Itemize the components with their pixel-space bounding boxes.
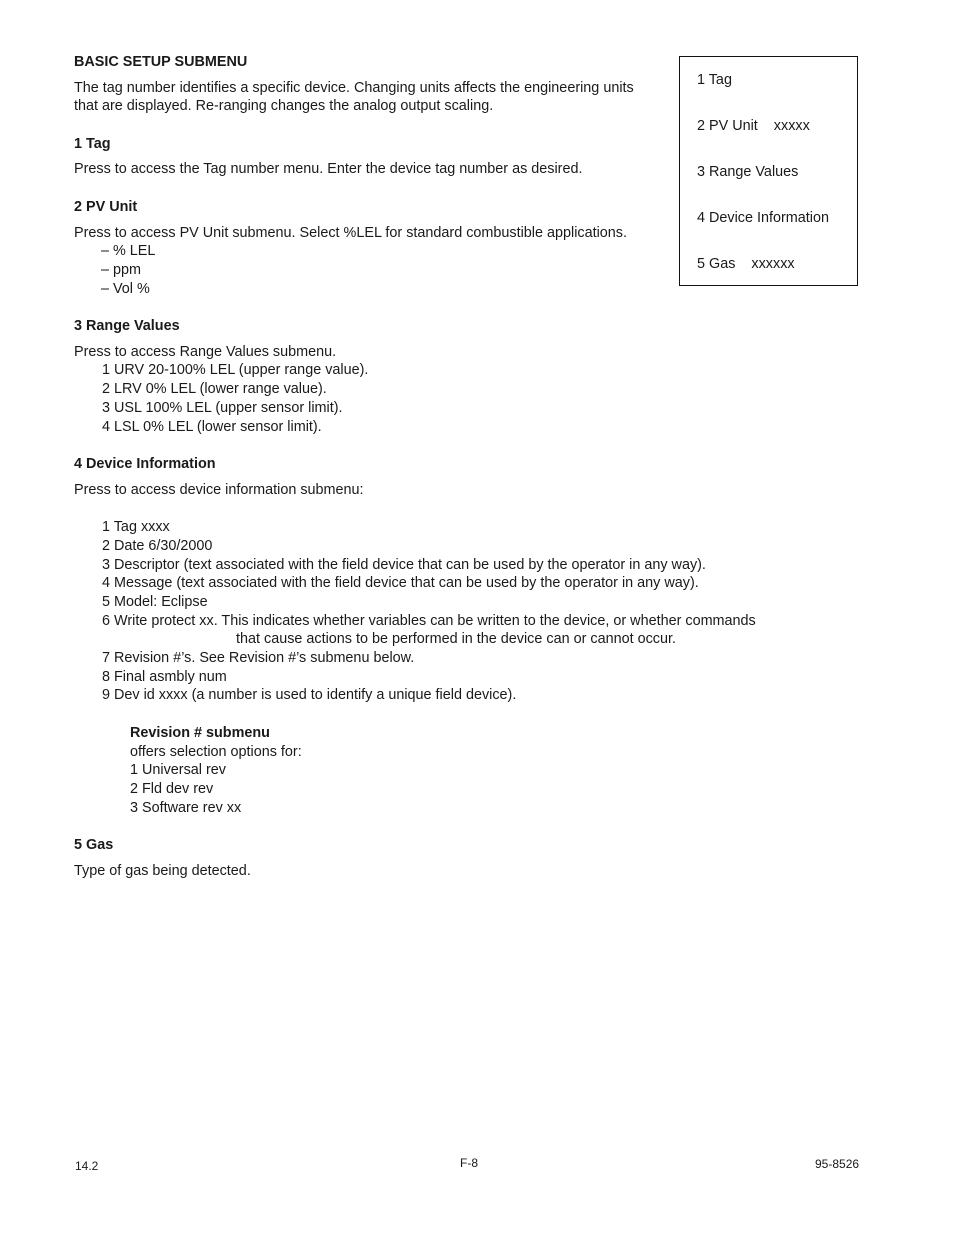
range-values-item: 1 URV 20-100% LEL (upper range value). — [102, 362, 369, 378]
device-info-item: 6 Write protect xx. This indicates whether variables can be written to the device, or whether commands — [102, 613, 756, 629]
menu-item-gas-value: xxxxxx — [751, 256, 795, 272]
revision-item: 3 Software rev xx — [130, 800, 242, 816]
pv-unit-text: Press to access PV Unit submenu. Select %LEL for standard combustible applications. — [74, 225, 627, 241]
menu-box — [679, 56, 858, 286]
device-info-item: 8 Final asmbly num — [102, 669, 227, 685]
intro-line-1: The tag number identifies a specific device. Changing units affects the engineering units — [74, 80, 634, 96]
device-info-item: 1 Tag xxxx — [102, 519, 170, 535]
footer-revision: 14.2 — [75, 1159, 99, 1173]
device-info-item: 9 Dev id xxxx (a number is used to identify a unique field device). — [102, 687, 517, 703]
range-values-item: 4 LSL 0% LEL (lower sensor limit). — [102, 419, 322, 435]
menu-item-range-values: 3 Range Values — [697, 164, 799, 180]
menu-item-gas: 5 Gas xxxxxx — [697, 256, 795, 272]
range-values-text: Press to access Range Values submenu. — [74, 344, 337, 360]
pv-unit-heading: 2 PV Unit — [74, 199, 138, 215]
pv-unit-option: – % LEL — [101, 243, 156, 259]
menu-item-pv-unit-value: xxxxx — [773, 118, 810, 134]
revision-item: 2 Fld dev rev — [130, 781, 214, 797]
tag-text: Press to access the Tag number menu. Enter the device tag number as desired. — [74, 161, 583, 177]
section-title: BASIC SETUP SUBMENU — [74, 54, 248, 70]
device-info-item: 5 Model: Eclipse — [102, 594, 208, 610]
range-values-heading: 3 Range Values — [74, 318, 180, 334]
device-info-item-continuation: that cause actions to be performed in the device can or cannot occur. — [236, 631, 676, 647]
device-info-item: 4 Message (text associated with the field device that can be used by the operator in any way). — [102, 575, 699, 591]
footer-document-number: 95-8526 — [815, 1157, 860, 1171]
pv-unit-option: – ppm — [101, 262, 141, 278]
range-values-item: 2 LRV 0% LEL (lower range value). — [102, 381, 327, 397]
device-info-heading: 4 Device Information — [74, 456, 216, 472]
menu-item-device-information: 4 Device Information — [697, 210, 829, 226]
menu-item-tag: 1 Tag — [697, 72, 732, 88]
range-values-item: 3 USL 100% LEL (upper sensor limit). — [102, 400, 343, 416]
pv-unit-option: – Vol % — [101, 281, 150, 297]
tag-heading: 1 Tag — [74, 136, 111, 152]
gas-heading: 5 Gas — [74, 837, 114, 853]
device-info-text: Press to access device information submenu: — [74, 482, 364, 498]
device-info-item: 7 Revision #’s. See Revision #’s submenu below. — [102, 650, 415, 666]
revision-heading: Revision # submenu — [130, 725, 270, 741]
device-info-item: 3 Descriptor (text associated with the field device that can be used by the operator in any way). — [102, 557, 706, 573]
revision-item: 1 Universal rev — [130, 762, 226, 778]
revision-text: offers selection options for: — [130, 744, 302, 760]
gas-text: Type of gas being detected. — [74, 863, 251, 879]
device-info-item: 2 Date 6/30/2000 — [102, 538, 213, 554]
intro-line-2: that are displayed. Re-ranging changes the analog output scaling. — [74, 98, 494, 114]
footer-page-number: F-8 — [460, 1156, 478, 1170]
menu-item-pv-unit: 2 PV Unit xxxxx — [697, 118, 810, 134]
